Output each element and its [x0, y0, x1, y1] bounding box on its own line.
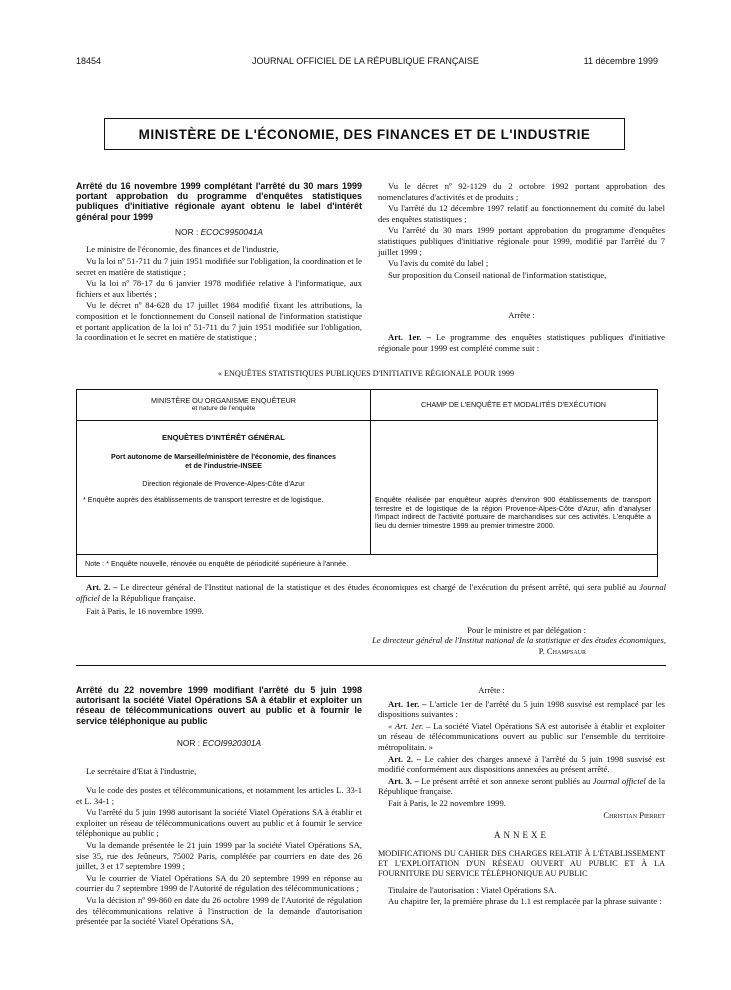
- section-separator: [76, 665, 666, 666]
- ministry-banner: MINISTÈRE DE L'ÉCONOMIE, DES FINANCES ET DE L'INDUSTRIE: [104, 118, 625, 150]
- decree1-left-column: [76, 181, 362, 344]
- paragraph: Vu le code des postes et télécommunications, et notamment les articles L. 33-1 et L. 34-1 ;: [76, 785, 362, 806]
- holder: Titulaire de l'autorisation : Viatel Opérations SA.: [388, 884, 557, 895]
- article-text: Le présent arrêté et son annexe seront publiés au: [421, 775, 591, 786]
- decree1-nor: [76, 227, 362, 238]
- article-label: Art. 2. –: [388, 753, 421, 764]
- article-text: Le directeur général de l'Institut national de la statistique et des études économiques est chargé de l'exécution du présent arrêté, qui sera publié au: [120, 582, 637, 592]
- article-2: [76, 582, 666, 603]
- col2-header: CHAMP DE L'ENQUÊTE ET MODALITÉS D'EXÉCUTION: [421, 399, 606, 409]
- survey-table: [76, 389, 658, 577]
- nor-code: ECOC9950041A: [200, 226, 263, 237]
- nor-label: NOR :: [176, 737, 201, 748]
- paragraph: Vu le décret nº 84-628 du 17 juillet 1984 modifié fixant les attributions, la composition et le fonctionnement du Conseil national de l'information statistique et portant application de la loi nº 51-711 du 7 juin 1951 modifiée sur l'obligation, la coordination et le secret en matière de statistique ;: [76, 300, 362, 343]
- col1-subheader: et nature de l'enquête: [191, 405, 256, 412]
- table-survey: * Enquête auprès des établissements de transport terrestre et de logistique.: [83, 495, 324, 504]
- table-caption: « ENQUÊTES STATISTIQUES PUBLIQUES D'INITIATIVE RÉGIONALE POUR 1999: [217, 369, 515, 378]
- article-text: de la République française.: [378, 775, 666, 797]
- decree1-right-column: [378, 181, 665, 354]
- decree2-arrete: Arrête :: [478, 685, 505, 695]
- table-divider: [370, 390, 371, 554]
- article-label: Art. 2. –: [86, 582, 118, 592]
- decree2-title: Arrêté du 22 novembre 1999 modifiant l'arrêté du 5 juin 1998 autorisant la société Viatel Opérations SA à établir et exploiter un réseau de télécommunications ouvert au public et à fournir le service téléphonique au public: [76, 685, 362, 726]
- table-direction: Direction régionale de Provence-Alpes-Côte d'Azur: [142, 479, 305, 488]
- table-note-divider: [77, 554, 657, 555]
- signatory-role: Le directeur général de l'Institut national de la statistique et des études économiques,: [372, 635, 666, 646]
- signatory: P. Champsaur: [538, 645, 586, 656]
- article-1: [378, 699, 665, 720]
- paragraph: Vu l'arrêté du 5 juin 1998 autorisant la société Viatel Opérations SA à établir et exploiter un réseau de télécommunications ouvert au public et à fournir le service téléphonique au public ;: [76, 807, 362, 839]
- paragraph: Vu l'arrêté du 30 mars 1999 portant approbation du programme d'enquêtes statistiques publiques d'initiative régionale pour 1999, modifié par l'arrêté du 7 juillet 1999 ;: [378, 225, 665, 257]
- paragraph: Vu la loi nº 78-17 du 6 janvier 1978 modifiée relative à l'informatique, aux fichiers et aux libertés ;: [76, 278, 362, 299]
- journal-date: 11 décembre 1999: [583, 56, 658, 66]
- decree2-nor: [76, 738, 362, 749]
- article-3: [378, 776, 665, 797]
- table-section: ENQUÊTES D'INTÉRÊT GÉNÉRAL: [162, 433, 285, 442]
- delegation: Pour le ministre et par délégation :: [467, 624, 586, 635]
- article-text: Le cahier des charges annexé à l'arrêté du 5 juin 1998 susvisé est modifié conformément aux dispositions annexées au présent arrêté.: [378, 753, 665, 775]
- signatory: Christian Pierret: [603, 809, 665, 820]
- paragraph: Le secrétaire d'Etat à l'industrie,: [86, 766, 197, 777]
- decree1-arrete: Arrête :: [508, 310, 535, 321]
- article-text: La société Viatel Opérations SA est autorisée à établir et exploiter un réseau de télécommunications ouvert au public sur l'ensemble du territoire métropolitain. »: [378, 720, 665, 752]
- table-header-col2: [370, 390, 657, 421]
- paragraph: Le ministre de l'économie, des finances et de l'industrie,: [86, 244, 279, 255]
- table-organism: Port autonome de Marseille/ministère de l'économie, des finances et de l'industrie-INSEE: [111, 452, 336, 470]
- article-label: Art. 3. –: [388, 775, 419, 786]
- paragraph: Vu l'avis du comité du label ;: [388, 258, 489, 269]
- article-label: Art. 1er. –: [388, 698, 427, 709]
- col1-header: MINISTÈRE OU ORGANISME ENQUÊTEUR: [151, 395, 296, 405]
- article-1-quote: [378, 721, 665, 753]
- paragraph: Vu la décision nº 99-860 en date du 26 octobre 1999 de l'Autorité de régulation des télécommunications relative à l'instruction de la demande d'autorisation présentée par la société Viatel Opérations SA,: [76, 894, 362, 927]
- chapter-note: Au chapitre Ier, la première phrase du 1.1 est remplacée par la phrase suivante :: [388, 896, 662, 907]
- article-label: « Art. 1er. –: [388, 720, 431, 731]
- table-header-col1: [77, 390, 370, 421]
- decree1-bottom: [76, 582, 666, 657]
- article-text: Le programme des enquêtes statistiques publiques d'initiative régionale pour 1999 est complété comme suit :: [378, 331, 665, 353]
- paragraph: Sur proposition du Conseil national de l'information statistique,: [388, 269, 607, 280]
- article-2: [378, 754, 665, 775]
- done-at: Fait à Paris, le 16 novembre 1999.: [86, 606, 204, 617]
- article-1: [378, 332, 665, 353]
- table-note: Note : * Enquête nouvelle, rénovée ou enquête de périodicité supérieure à l'année.: [85, 559, 349, 568]
- annexe-title: ANNEXE: [494, 830, 549, 841]
- page-number: 18454: [76, 56, 102, 66]
- paragraph: Vu le courrier de Viatel Opérations SA du 20 septembre 1999 en réponse au courrier du 7 septembre 1999 de l'Autorité de régulation des télécommunications ;: [76, 872, 362, 894]
- nor-code: ECOI9920301A: [202, 737, 262, 748]
- decree2-right-column: [378, 685, 665, 908]
- article-label: Art. 1er. –: [388, 331, 431, 342]
- journal-ref: Journal officiel: [592, 775, 646, 786]
- journal-title: JOURNAL OFFICIEL DE LA RÉPUBLIQUE FRANÇAISE: [252, 56, 479, 66]
- journal-ref: Journal officiel: [76, 582, 666, 603]
- article-text: de la République française.: [102, 592, 196, 603]
- paragraph: Vu l'arrêté du 12 décembre 1997 relatif au fonctionnement du comité du label des enquêtes statistiques ;: [378, 203, 665, 224]
- decree2-left-column: [76, 685, 362, 928]
- paragraph: Vu la demande présentée le 21 juin 1999 par la société Viatel Opérations SA, sise 35, rue des Jeûneurs, 75002 Paris, complétée par courriers en date des 26 juillet, 3 et 17 septembre 1999 ;: [76, 839, 362, 872]
- nor-label: NOR :: [175, 226, 199, 237]
- paragraph: Vu le décret nº 92-1129 du 2 octobre 1992 portant approbation des nomenclatures d'activités et de produits ;: [378, 181, 665, 202]
- paragraph: Vu la loi nº 51-711 du 7 juin 1951 modifiée sur l'obligation, la coordination et le secret en matière de statistique ;: [76, 256, 362, 277]
- article-text: L'article 1er de l'arrêté du 5 juin 1998 susvisé est remplacé par les dispositions suivantes :: [378, 698, 666, 720]
- decree1-title: Arrêté du 16 novembre 1999 complétant l'arrêté du 30 mars 1999 portant approbation du programme d'enquêtes statistiques publiques d'initiative régionale ayant obtenu le label d'intérêt général pour 1999: [76, 181, 362, 222]
- done-at: Fait à Paris, le 22 novembre 1999.: [388, 797, 506, 808]
- table-execution: Enquête réalisée par enquêteur auprès d'environ 900 établissements de transport terrestre et de logistique de la région Provence-Alpes-Côte d'Azur, afin d'analyser l'impact indirect de l'activité portuaire de marchandises sur ces activités. L'enquête a lieu du dernier trimestre 1999 au premier trimestre 2000.: [375, 495, 651, 530]
- annexe-heading: MODIFICATIONS DU CAHIER DES CHARGES RELATIF À L'ÉTABLISSEMENT ET L'EXPLOITATION D'UN RÉSEAU OUVERT AU PUBLIC ET À LA FOURNITURE DU SERVICE TÉLÉPHONIQUE AU PUBLIC: [378, 848, 665, 878]
